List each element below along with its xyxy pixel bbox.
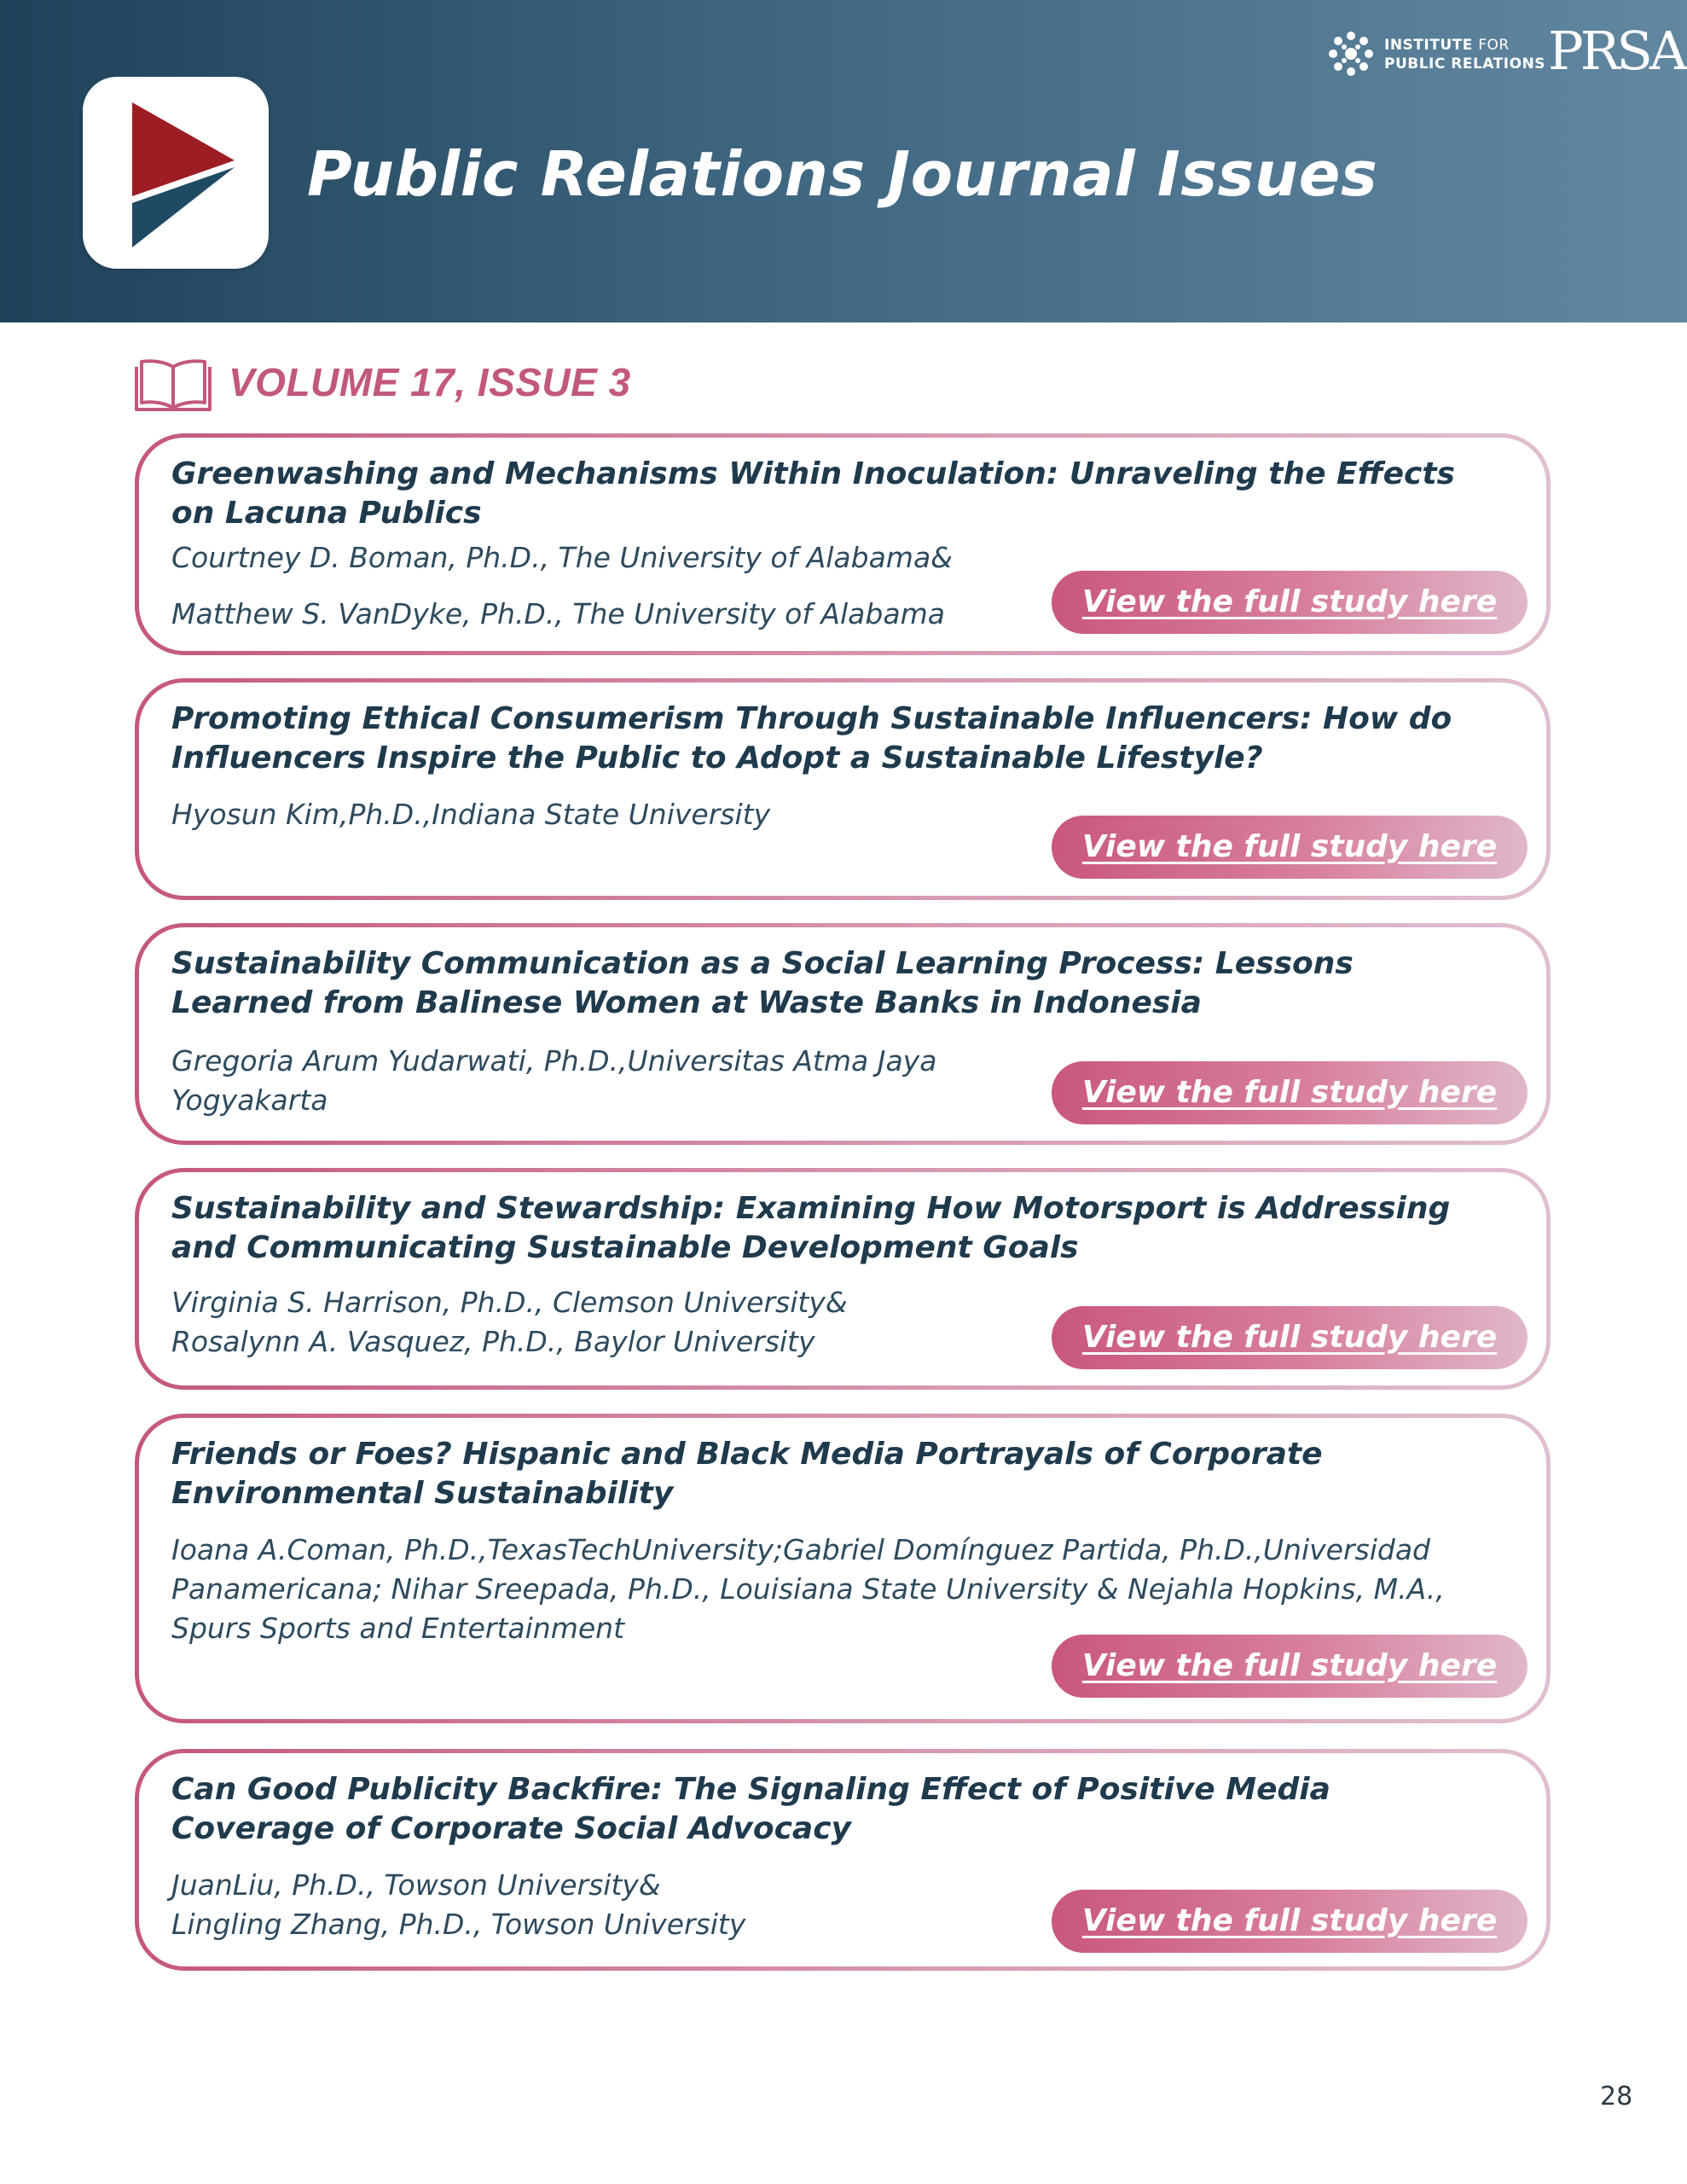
ipr-line2: PUBLIC RELATIONS — [1384, 55, 1545, 73]
page-number: 28 — [1600, 2082, 1633, 2111]
study-card — [135, 1414, 1551, 1723]
journal-logo-icon — [83, 77, 269, 269]
author-line: Matthew S. VanDyke, Ph.D., The University of Alabama — [171, 597, 945, 630]
study-authors — [171, 538, 953, 634]
ipr-mark-icon — [1326, 29, 1376, 78]
ipr-logo — [1326, 29, 1545, 80]
study-authors — [171, 1042, 936, 1120]
author-line: JuanLiu, Ph.D., Towson University& — [171, 1868, 661, 1902]
view-study-button[interactable]: View the full study here — [1052, 571, 1528, 634]
author-line: Lingling Zhang, Ph.D., Towson University — [171, 1908, 746, 1941]
study-title: Can Good Publicity Backfire: The Signaling Effect of Positive Media Coverage of Corporate Social Advocacy — [171, 1772, 1330, 1846]
study-card — [135, 1749, 1551, 1971]
study-card — [135, 1168, 1551, 1390]
open-book-icon — [135, 357, 212, 413]
study-title: Friends or Foes? Hispanic and Black Media Portrayals of Corporate Environmental Sustainability — [171, 1437, 1323, 1511]
study-authors — [171, 1866, 745, 1944]
author-line: Gregoria Arum Yudarwati, Ph.D.,Universitas Atma Jaya — [171, 1044, 937, 1077]
page-title: Public Relations Journal Issues — [307, 138, 1378, 210]
author-line: Hyosun Kim,Ph.D.,Indiana State University — [171, 798, 771, 831]
study-title: Promoting Ethical Consumerism Through Sustainable Influencers: How do Influencers Inspire the Public to Adopt a Sustainable Lifestyle? — [171, 701, 1452, 775]
author-line: Spurs Sports and Entertainment — [171, 1612, 625, 1645]
prsa-logo: PRSA — [1548, 20, 1684, 82]
study-card — [135, 923, 1551, 1145]
study-authors — [171, 1531, 1445, 1648]
view-study-button[interactable]: View the full study here — [1052, 1306, 1528, 1369]
volume-title: VOLUME 17, ISSUE 3 — [229, 360, 631, 404]
view-study-button[interactable]: View the full study here — [1052, 1890, 1528, 1953]
author-line: Yogyakarta — [171, 1083, 328, 1117]
author-line: Rosalynn A. Vasquez, Ph.D., Baylor University — [171, 1325, 815, 1358]
author-line: Ioana A.Coman, Ph.D.,TexasTechUniversity;Gabriel Domínguez Partida, Ph.D.,Universidad — [171, 1533, 1430, 1566]
ipr-line1-light: FOR — [1478, 37, 1510, 54]
page-header — [0, 0, 1687, 322]
study-title: Sustainability Communication as a Social Learning Process: Lessons Learned from Balinese Women at Waste Banks in Indonesia — [171, 946, 1354, 1020]
author-line: Panamericana; Nihar Sreepada, Ph.D., Louisiana State University & Nejahla Hopkins, M.A., — [171, 1572, 1445, 1606]
study-authors — [171, 1283, 848, 1362]
author-line: Virginia S. Harrison, Ph.D., Clemson University& — [171, 1286, 848, 1319]
author-line: Courtney D. Boman, Ph.D., The University of Alabama& — [171, 541, 953, 574]
study-title: Greenwashing and Mechanisms Within Inoculation: Unraveling the Effects on Lacuna Publics — [171, 456, 1455, 531]
ipr-logo-text — [1384, 36, 1545, 73]
study-card — [135, 678, 1551, 900]
study-title: Sustainability and Stewardship: Examining How Motorsport is Addressing and Communicating Sustainable Development Goals — [171, 1191, 1451, 1265]
view-study-button[interactable]: View the full study here — [1052, 1061, 1528, 1124]
study-card — [135, 433, 1551, 655]
view-study-button[interactable]: View the full study here — [1052, 1635, 1528, 1698]
ipr-line1-bold: INSTITUTE — [1384, 37, 1473, 54]
view-study-button[interactable]: View the full study here — [1052, 816, 1528, 879]
study-authors — [171, 795, 770, 834]
